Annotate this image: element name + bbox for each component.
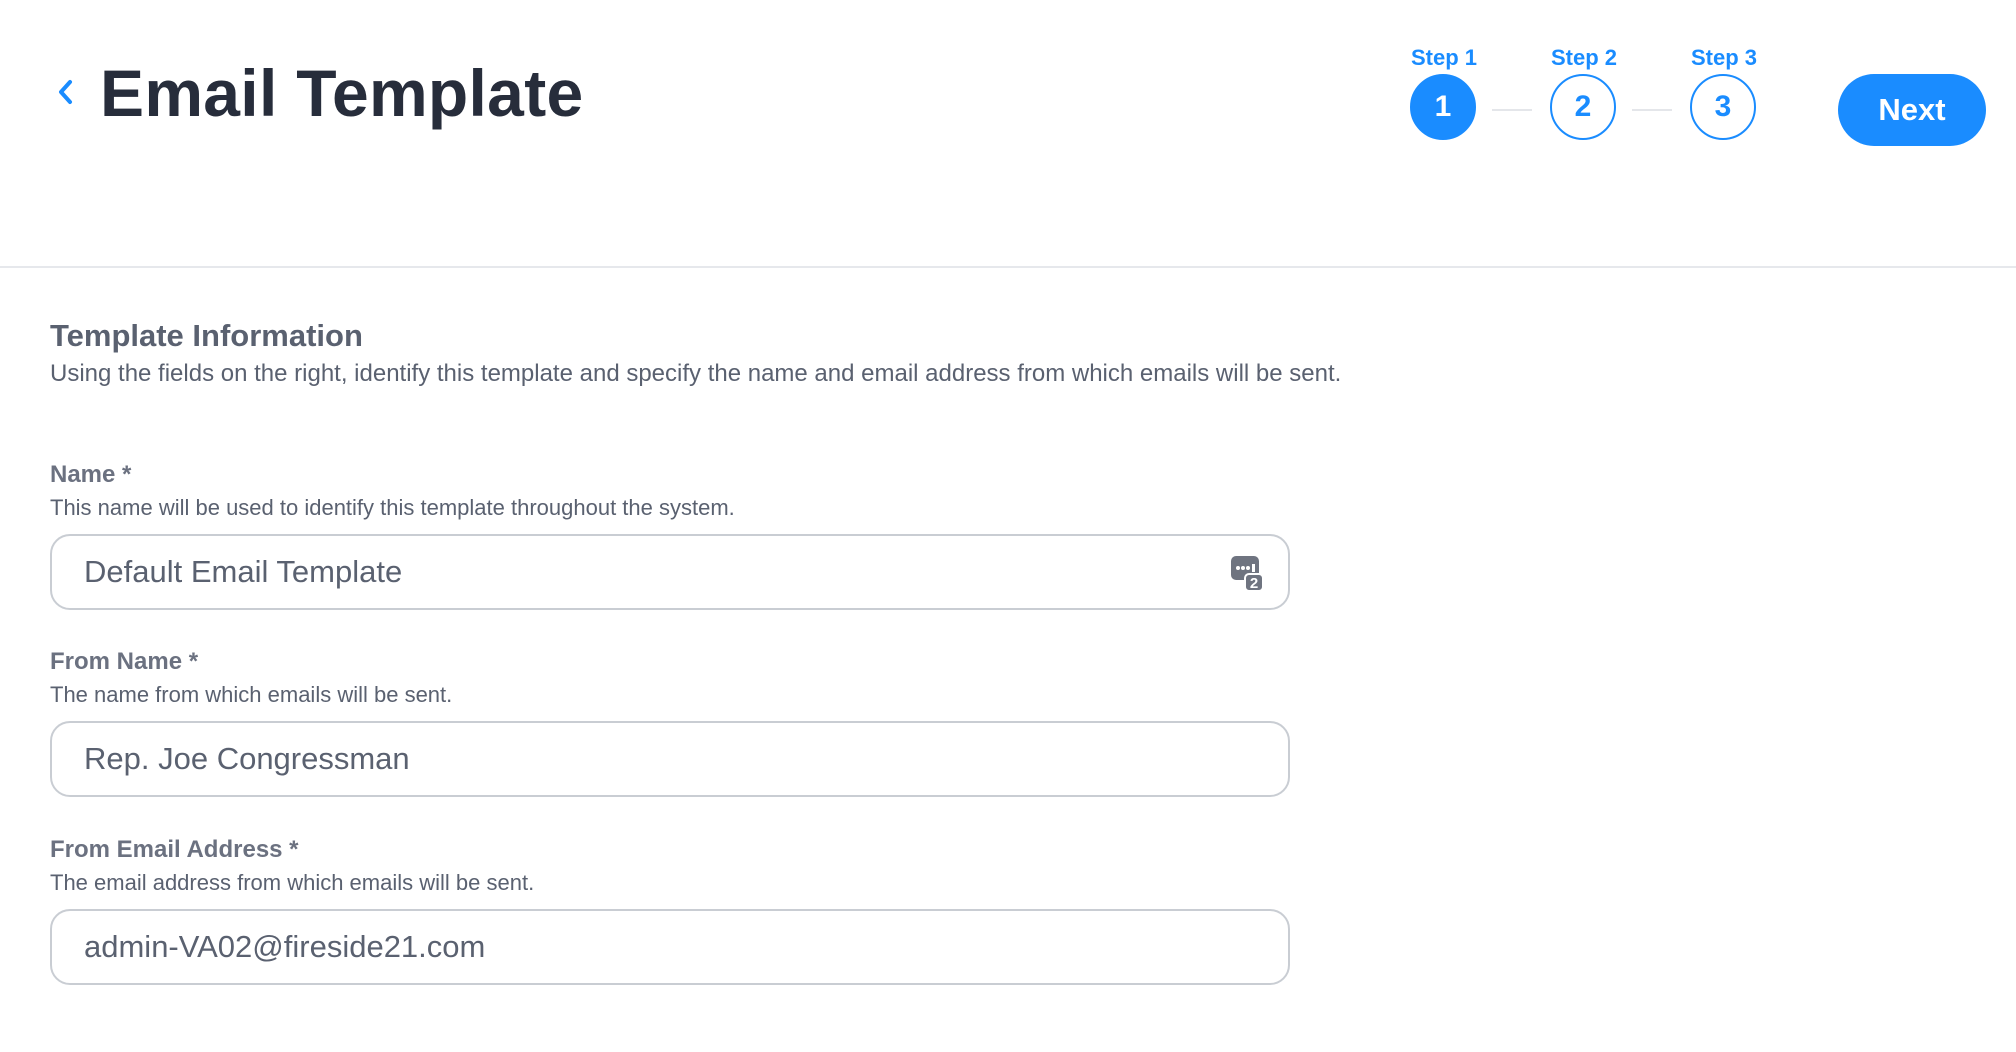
next-button[interactable]: Next: [1838, 74, 1986, 146]
from-email-input-wrapper: [50, 909, 1290, 985]
section-title: Template Information: [50, 318, 363, 353]
step-2[interactable]: [1534, 44, 1634, 144]
page-title: Email Template: [100, 56, 584, 130]
from-email-input[interactable]: [52, 911, 1288, 983]
step-1[interactable]: [1394, 44, 1494, 144]
name-help-text: This name will be used to identify this template throughout the system.: [50, 495, 735, 520]
name-input-wrapper: [50, 534, 1290, 610]
from-email-label: From Email Address *: [50, 836, 299, 863]
from-name-field-group: [50, 647, 1290, 797]
back-button[interactable]: [50, 73, 80, 111]
page-header: [0, 0, 2016, 268]
name-input[interactable]: [52, 536, 1288, 608]
step-connector: [1632, 109, 1672, 111]
step-label: Step 3: [1690, 45, 1758, 70]
step-3[interactable]: [1674, 44, 1774, 144]
step-label: Step 1: [1410, 45, 1478, 70]
from-name-help-text: The name from which emails will be sent.: [50, 682, 453, 707]
password-manager-key-icon[interactable]: [1230, 554, 1264, 592]
from-email-help-text: The email address from which emails will be sent.: [50, 870, 535, 895]
from-name-input[interactable]: [52, 723, 1288, 795]
from-name-label: From Name *: [50, 648, 199, 675]
step-circle: 3: [1690, 74, 1756, 140]
step-label: Step 2: [1550, 45, 1618, 70]
from-name-input-wrapper: [50, 721, 1290, 797]
step-circle-active: 1: [1410, 74, 1476, 140]
svg-text:2: 2: [1249, 575, 1259, 592]
step-circle: 2: [1550, 74, 1616, 140]
section-description: Using the fields on the right, identify this template and specify the name and email address from which emails will be sent.: [50, 360, 1342, 387]
chevron-left-icon: [57, 79, 73, 105]
step-connector: [1492, 109, 1532, 111]
name-field-group: [50, 460, 1290, 610]
name-label: Name *: [50, 461, 132, 488]
from-email-field-group: [50, 835, 1290, 985]
